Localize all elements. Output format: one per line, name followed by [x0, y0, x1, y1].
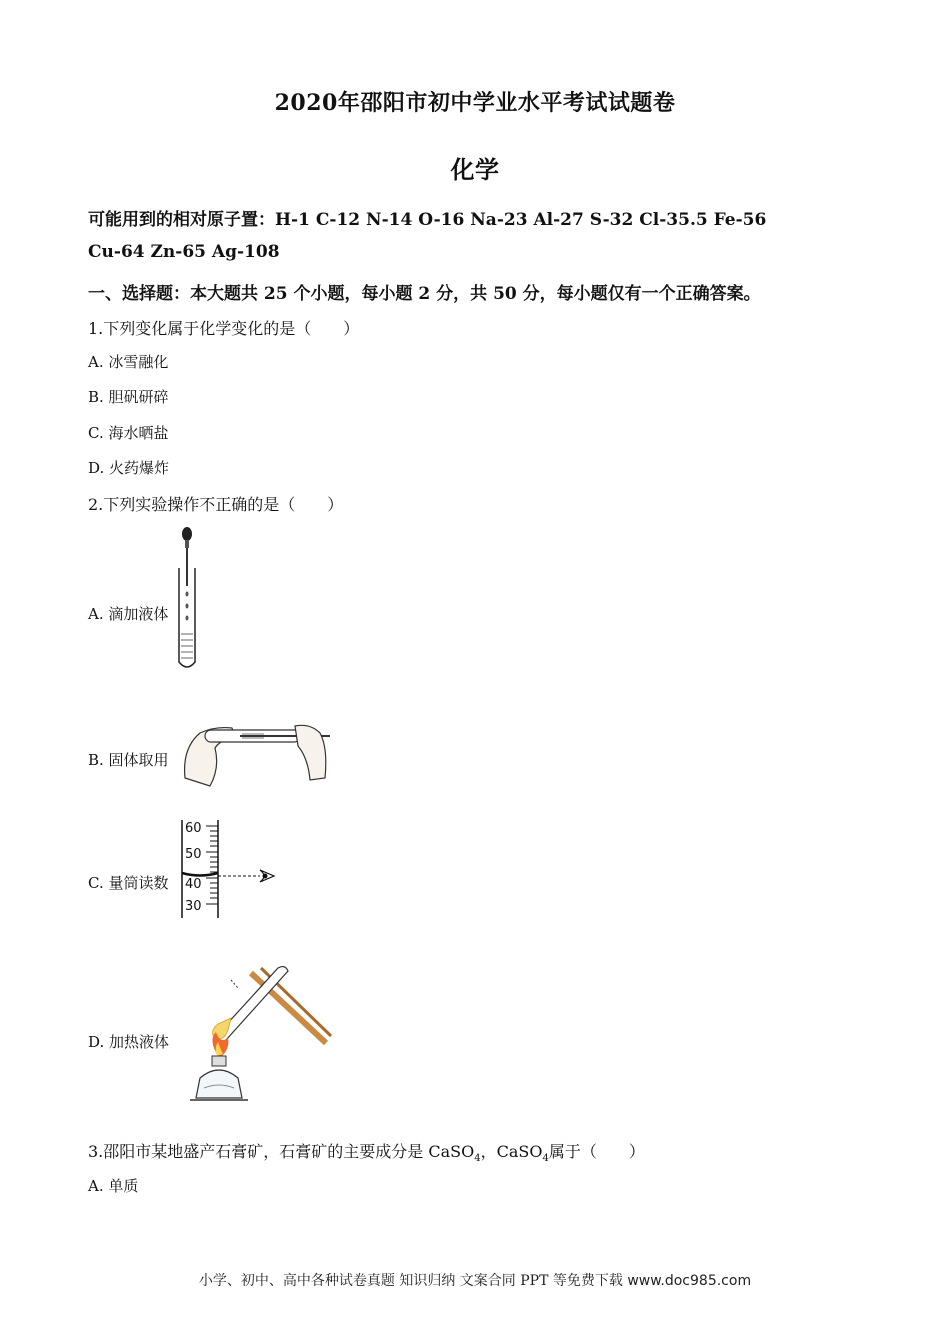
q3-subscript-2: 4: [542, 1153, 549, 1165]
section-heading: 一、选择题：本大题共 25 个小题，每小题 2 分，共 50 分，每小题仅有一个正确答案。: [88, 284, 761, 304]
q1-option-b: B. 胆矾研碎: [88, 388, 169, 406]
q2-stem: 2.下列实验操作不正确的是（ ）: [88, 495, 344, 514]
q2-option-c: C. 量筒读数: [88, 874, 169, 892]
cylinder-tick-30: 30: [185, 899, 202, 914]
cylinder-tick-40: 40: [185, 877, 202, 892]
q2-option-b: B. 固体取用: [88, 751, 169, 769]
atomic-masses-line1: 可能用到的相对原子置：H-1 C-12 N-14 O-16 Na-23 Al-27 S-32 Cl-35.5 Fe-56: [88, 210, 767, 230]
q3-stem-suffix: 属于（ ）: [548, 1142, 645, 1161]
dropper-test-tube-figure: [172, 524, 204, 674]
q2-option-a: A. 滴加液体: [88, 605, 169, 623]
heating-liquid-figure: [186, 958, 336, 1108]
q1-option-a: A. 冰雪融化: [88, 353, 169, 371]
atomic-masses-line2: Cu-64 Zn-65 Ag-108: [88, 242, 280, 262]
cylinder-tick-60: 60: [185, 821, 202, 836]
footer-url[interactable]: www.doc985.com: [627, 1273, 752, 1289]
q2-option-d: D. 加热液体: [88, 1033, 170, 1051]
graduated-cylinder-figure: [178, 818, 278, 920]
subject-title: 化学: [450, 155, 500, 184]
exam-title: 2020年邵阳市初中学业水平考试试题卷: [274, 90, 676, 116]
footer: [0, 1270, 950, 1290]
footer-text: 小学、初中、高中各种试卷真题 知识归纳 文案合同 PPT 等免费下载: [198, 1273, 623, 1289]
q1-stem: 1.下列变化属于化学变化的是（ ）: [88, 319, 360, 338]
q3-stem-mid: ，CaSO: [480, 1142, 543, 1161]
q3-subscript-1: 4: [474, 1153, 481, 1165]
q3-stem-prefix: 3.邵阳市某地盛产石膏矿，石膏矿的主要成分是 CaSO: [88, 1142, 475, 1161]
q3-stem: [88, 1139, 645, 1164]
solid-sampling-figure: [180, 718, 330, 788]
cylinder-tick-50: 50: [185, 847, 202, 862]
q1-option-c: C. 海水晒盐: [88, 424, 169, 442]
q1-option-d: D. 火药爆炸: [88, 459, 170, 477]
q3-option-a: A. 单质: [88, 1177, 139, 1195]
